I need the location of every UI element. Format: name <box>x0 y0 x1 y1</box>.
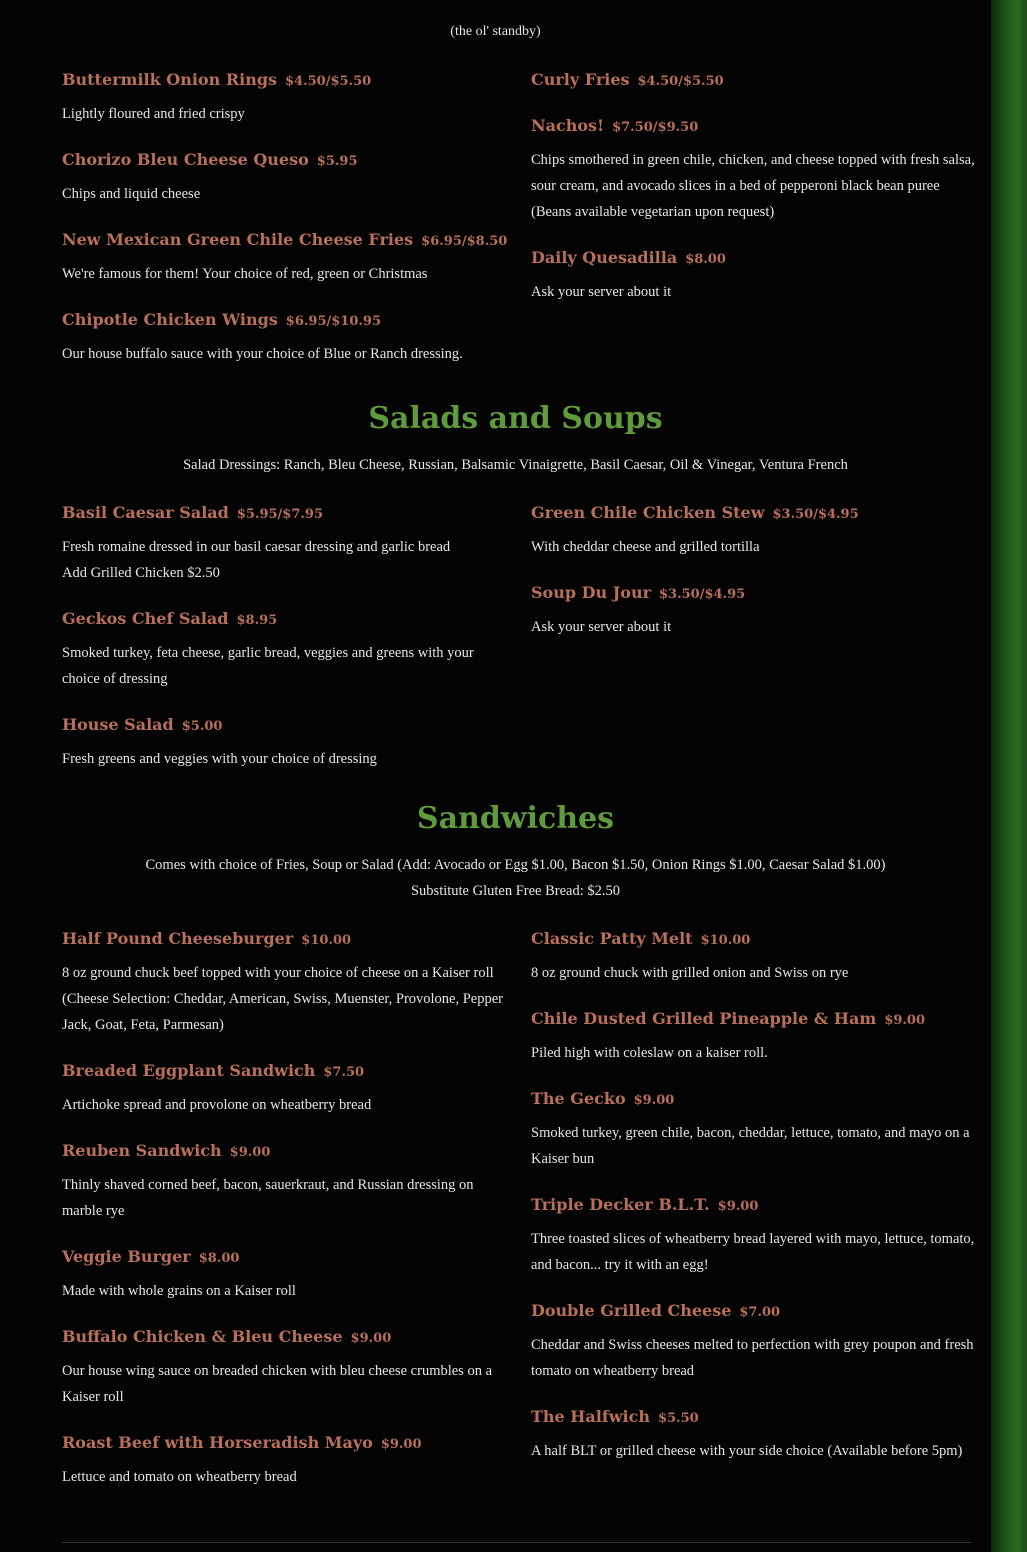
menu-item <box>62 714 507 772</box>
menu-item-name: Classic Patty Melt <box>531 929 693 948</box>
menu-item-description <box>531 614 976 640</box>
description-line: Chips and liquid cheese <box>62 186 201 202</box>
menu-item-title <box>62 1060 507 1082</box>
menu-item-name: New Mexican Green Chile Cheese Fries <box>62 230 414 249</box>
sandwiches-note-sides: Comes with choice of Fries, Soup or Salad (Add: Avocado or Egg $1.00, Bacon $1.50, Onion Rings $1.00, Caesar Salad $1.00) <box>145 857 886 873</box>
description-line: Ask your server about it <box>531 284 672 300</box>
menu-item-price: $7.00 <box>739 1305 781 1320</box>
sandwiches-left-column <box>62 928 507 1490</box>
menu-item <box>62 1246 507 1304</box>
menu-item-price: $5.00 <box>181 719 223 734</box>
menu-item <box>531 502 976 560</box>
description-line: A half BLT or grilled cheese with your side choice (Available before 5pm) <box>531 1443 963 1459</box>
menu-item-description <box>62 1172 507 1224</box>
menu-item-description <box>62 261 507 287</box>
menu-item-title <box>531 1088 976 1110</box>
menu-item-title <box>531 115 976 137</box>
menu-item-price: $5.95/$7.95 <box>236 507 324 522</box>
menu-item-name: Chipotle Chicken Wings <box>62 310 278 329</box>
menu-item-title <box>531 247 976 269</box>
menu-item-title <box>62 1326 507 1348</box>
menu-item-name: Buttermilk Onion Rings <box>62 70 278 89</box>
menu-item-price: $8.00 <box>198 1251 240 1266</box>
menu-item-name: Breaded Eggplant Sandwich <box>62 1061 316 1080</box>
menu-item <box>531 115 976 225</box>
salad-dressings-note: Salad Dressings: Ranch, Bleu Cheese, Russian, Balsamic Vinaigrette, Basil Caesar, Oil & Vinegar, Ventura French <box>183 457 848 473</box>
sandwiches-note-gluten-free: Substitute Gluten Free Bread: $2.50 <box>410 883 620 899</box>
menu-item-price: $8.95 <box>236 613 278 628</box>
menu-item <box>62 69 507 127</box>
menu-item-price: $4.50/$5.50 <box>637 74 724 89</box>
menu-item-description <box>531 279 976 305</box>
menu-item-name: Geckos Chef Salad <box>62 609 229 628</box>
appetizers-right-column <box>531 69 976 305</box>
menu-item <box>62 149 507 207</box>
menu-item-title <box>531 582 976 604</box>
menu-item-name: Veggie Burger <box>62 1247 191 1266</box>
menu-item-title <box>531 928 976 950</box>
menu-item-name: Chorizo Bleu Cheese Queso <box>62 150 309 169</box>
menu-item-price: $10.00 <box>301 933 352 948</box>
menu-item <box>62 608 507 692</box>
menu-item-title <box>531 69 976 91</box>
menu-item-title <box>62 1140 507 1162</box>
menu-item <box>62 502 507 586</box>
menu-item-price: $10.00 <box>700 933 751 948</box>
menu-item <box>531 1088 976 1172</box>
appetizers-left-column <box>62 69 507 367</box>
menu-item-name: Double Grilled Cheese <box>531 1301 732 1320</box>
menu-item-price: $6.95/$8.50 <box>421 234 508 249</box>
menu-item-description <box>62 534 507 586</box>
menu-item-name: The Halfwich <box>531 1407 650 1426</box>
description-line: Ask your server about it <box>531 619 672 635</box>
description-line: Fresh romaine dressed in our basil caesar dressing and garlic bread <box>62 539 451 555</box>
menu-item-description <box>531 1332 976 1384</box>
menu-item-description <box>531 960 976 986</box>
menu-item-price: $9.00 <box>350 1331 392 1346</box>
menu-item-price: $6.95/$10.95 <box>285 314 381 329</box>
menu-item-description <box>62 960 507 1038</box>
description-line: Add Grilled Chicken $2.50 <box>62 565 220 581</box>
menu-item-name: Half Pound Cheeseburger <box>62 929 294 948</box>
menu-item-title <box>62 928 507 950</box>
menu-item <box>62 309 507 367</box>
bottom-divider <box>62 1542 971 1543</box>
menu-item <box>62 1060 507 1118</box>
menu-item <box>62 1326 507 1410</box>
description-line: We're famous for them! Your choice of red, green or Christmas <box>62 266 428 282</box>
menu-item-description <box>62 1092 507 1118</box>
description-line: Smoked turkey, feta cheese, garlic bread, veggies and greens with your choice of dressing <box>62 645 474 687</box>
menu-item-description <box>62 640 507 692</box>
menu-item-description <box>62 181 507 207</box>
salads-right-column <box>531 502 976 640</box>
menu-item-title <box>62 502 507 524</box>
menu-item-price: $9.00 <box>380 1437 422 1452</box>
sandwiches-heading: Sandwiches <box>416 801 615 836</box>
menu-item-price: $5.95 <box>316 154 358 169</box>
menu-item-title <box>62 1432 507 1454</box>
menu-item-price: $8.00 <box>685 252 726 267</box>
menu-item <box>531 1008 976 1066</box>
menu-item-title <box>62 608 507 630</box>
menu-item <box>62 1140 507 1224</box>
menu-item-description <box>62 1278 507 1304</box>
menu-item-title <box>62 714 507 736</box>
description-line: Fresh greens and veggies with your choice of dressing <box>62 751 377 767</box>
salads-soups-heading: Salads and Soups <box>368 401 663 436</box>
menu-item-description <box>531 1120 976 1172</box>
menu-item <box>62 928 507 1038</box>
description-line: Our house buffalo sauce with your choice of Blue or Ranch dressing. <box>62 346 463 362</box>
menu-item <box>62 229 507 287</box>
menu-item-title <box>531 1194 976 1216</box>
menu-item-description <box>531 534 976 560</box>
menu-item <box>531 1406 976 1464</box>
section-intro: (the ol' standby) <box>450 24 541 39</box>
salads-left-column <box>62 502 507 772</box>
menu-item-price: $3.50/$4.95 <box>772 507 859 522</box>
menu-item-name: Soup Du Jour <box>531 583 651 602</box>
description-line: Made with whole grains on a Kaiser roll <box>62 1283 296 1299</box>
menu-item-name: Green Chile Chicken Stew <box>531 503 765 522</box>
description-line: Chips smothered in green chile, chicken, and cheese topped with fresh salsa, sour cream, and avocado slices in a bed of pepperoni black bean puree (Beans available vegetarian upon request) <box>531 152 975 220</box>
description-line: Our house wing sauce on breaded chicken with bleu cheese crumbles on a Kaiser roll <box>62 1363 493 1405</box>
menu-item-name: The Gecko <box>531 1089 626 1108</box>
menu-item <box>531 582 976 640</box>
menu-item-name: Triple Decker B.L.T. <box>531 1195 710 1214</box>
menu-item-title <box>62 1246 507 1268</box>
description-line: Thinly shaved corned beef, bacon, sauerkraut, and Russian dressing on marble rye <box>62 1177 474 1219</box>
menu-item-name: Chile Dusted Grilled Pineapple & Ham <box>531 1009 877 1028</box>
menu-item-name: Daily Quesadilla <box>531 248 678 267</box>
menu-item-description <box>531 1226 976 1278</box>
menu-item-description <box>531 1040 976 1066</box>
description-line: 8 oz ground chuck with grilled onion and Swiss on rye <box>531 965 849 981</box>
menu-item <box>531 69 976 91</box>
menu-item-title <box>531 502 976 524</box>
sandwiches-right-column <box>531 928 976 1464</box>
menu-item-title <box>531 1008 976 1030</box>
menu-item <box>62 1432 507 1490</box>
menu-item-price: $9.00 <box>884 1013 926 1028</box>
menu-item-description <box>531 1438 976 1464</box>
menu-item-description <box>62 341 507 367</box>
menu-item-price: $4.50/$5.50 <box>285 74 372 89</box>
description-line: Lightly floured and fried crispy <box>62 106 245 122</box>
menu-item-name: Roast Beef with Horseradish Mayo <box>62 1433 373 1452</box>
menu-item-name: House Salad <box>62 715 174 734</box>
menu-item-description <box>62 101 507 127</box>
menu-item-name: Nachos! <box>531 116 605 135</box>
menu-item-name: Buffalo Chicken & Bleu Cheese <box>62 1327 343 1346</box>
menu-item <box>531 247 976 305</box>
menu-item <box>531 928 976 986</box>
menu-item-price: $7.50/$9.50 <box>612 120 699 135</box>
menu-item-title <box>62 229 507 251</box>
menu-item-name: Reuben Sandwich <box>62 1141 222 1160</box>
menu-item-description <box>531 147 976 225</box>
menu-item <box>531 1300 976 1384</box>
description-line: 8 oz ground chuck beef topped with your choice of cheese on a Kaiser roll (Cheese Selection: Cheddar, American, Swiss, Muenster, Provolone, Pepper Jack, Goat, Feta, Parmesan) <box>62 965 503 1033</box>
description-line: With cheddar cheese and grilled tortilla <box>531 539 760 555</box>
description-line: Lettuce and tomato on wheatberry bread <box>62 1469 297 1485</box>
menu-item-description <box>62 1358 507 1410</box>
menu-item-title <box>62 149 507 171</box>
menu-item-price: $7.50 <box>323 1065 365 1080</box>
description-line: Artichoke spread and provolone on wheatberry bread <box>62 1097 372 1113</box>
description-line: Piled high with coleslaw on a kaiser roll. <box>531 1045 768 1061</box>
menu-item-title <box>62 309 507 331</box>
menu-item-price: $5.50 <box>657 1411 699 1426</box>
menu-item <box>531 1194 976 1278</box>
menu-item-name: Curly Fries <box>531 70 630 89</box>
menu-item-price: $9.00 <box>633 1093 675 1108</box>
menu-item-name: Basil Caesar Salad <box>62 503 229 522</box>
menu-item-title <box>531 1300 976 1322</box>
description-line: Cheddar and Swiss cheeses melted to perfection with grey poupon and fresh tomato on wheatberry bread <box>531 1337 974 1379</box>
menu-item-price: $9.00 <box>717 1199 759 1214</box>
green-background-strip <box>991 0 1027 1552</box>
menu-item-price: $3.50/$4.95 <box>659 587 746 602</box>
menu-item-title <box>62 69 507 91</box>
menu-item-title <box>531 1406 976 1428</box>
menu-item-description <box>62 1464 507 1490</box>
menu-item-description <box>62 746 507 772</box>
description-line: Smoked turkey, green chile, bacon, cheddar, lettuce, tomato, and mayo on a Kaiser bun <box>531 1125 970 1167</box>
menu-item-price: $9.00 <box>229 1145 271 1160</box>
description-line: Three toasted slices of wheatberry bread layered with mayo, lettuce, tomato, and bacon... try it with an egg! <box>531 1231 975 1273</box>
